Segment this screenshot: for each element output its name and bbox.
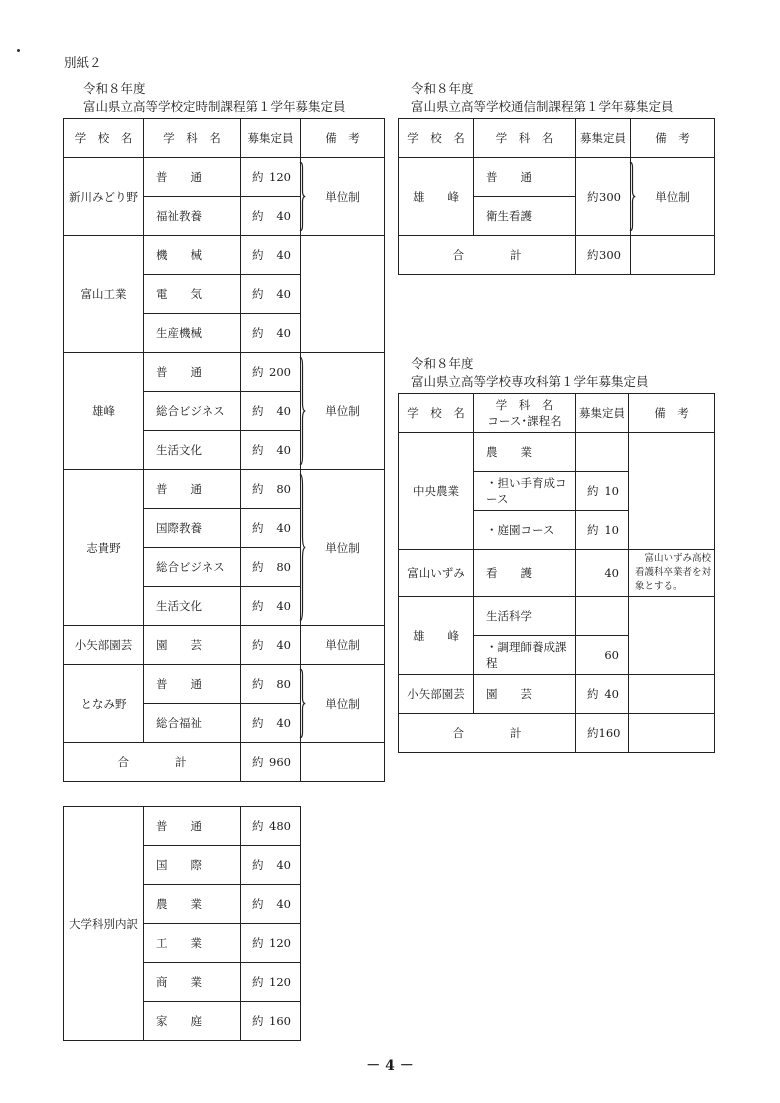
part-time-enrollment-table (63, 118, 385, 782)
count-prefix: 約 (252, 365, 264, 379)
count-prefix: 約 (587, 248, 599, 262)
enrollment-count (576, 597, 629, 636)
table-row (64, 626, 385, 665)
count-box (241, 637, 300, 653)
enrollment-count (241, 470, 301, 509)
enrollment-count (241, 587, 301, 626)
school-name: となみ野 (64, 665, 144, 743)
remark-text: 単位制 (325, 540, 360, 555)
enrollment-count (576, 550, 629, 597)
table3-heading (411, 355, 649, 391)
count-value: 40 (276, 248, 291, 262)
school-name: 小矢部園芸 (64, 626, 144, 665)
count-prefix: 約 (252, 209, 264, 223)
remark-cell (629, 433, 715, 550)
count-box (241, 754, 300, 770)
count-box (241, 935, 300, 951)
count-value: 80 (276, 677, 291, 691)
department-breakdown-table (63, 806, 301, 1041)
remark-text: 単位制 (325, 189, 360, 204)
department-name: 生産機械 (144, 314, 241, 353)
count-value: 40 (276, 638, 291, 652)
department-name: 国 際 (144, 846, 241, 885)
department-name: 農 業 (474, 433, 576, 472)
table2-heading (411, 80, 674, 116)
school-name: 新川みどり野 (64, 158, 144, 236)
remark-cell (301, 665, 385, 743)
total-count (241, 743, 301, 782)
department-name: ・調理師養成課程 (474, 636, 576, 675)
department-name: 生活科学 (474, 597, 576, 636)
total-row (64, 743, 385, 782)
count-prefix: 約 (252, 1014, 264, 1028)
school-name: 富山いずみ (399, 550, 474, 597)
table-row (399, 597, 715, 636)
table3-title: 富山県立高等学校専攻科第１学年募集定員 (411, 374, 649, 389)
enrollment-count (241, 158, 301, 197)
department-name: 家 庭 (144, 1002, 241, 1041)
count-prefix: 約 (252, 326, 264, 340)
school-name: 志貴野 (64, 470, 144, 626)
count-value: 40 (276, 404, 291, 418)
count-box (576, 189, 630, 205)
count-box (241, 481, 300, 497)
table-row (399, 433, 715, 472)
count-prefix: 約 (587, 523, 599, 537)
total-count (576, 714, 629, 753)
department-name: 工 業 (144, 924, 241, 963)
count-prefix: 約 (252, 716, 264, 730)
enrollment-count (576, 158, 631, 236)
count-value: 120 (269, 975, 291, 989)
table1-heading (83, 80, 346, 116)
enrollment-count (241, 1002, 301, 1041)
count-box (576, 725, 628, 741)
count-value: 80 (276, 482, 291, 496)
count-box (576, 247, 630, 263)
column-header: 募集定員 (241, 119, 301, 158)
department-name: 普 通 (144, 353, 241, 392)
count-prefix: 約 (252, 897, 264, 911)
enrollment-count (241, 665, 301, 704)
department-name: 機 械 (144, 236, 241, 275)
column-header: 学 科 名 コース･課程名 (474, 394, 576, 433)
count-value: 10 (604, 523, 619, 537)
count-value: 40 (276, 858, 291, 872)
remark-text: 単位制 (655, 189, 690, 204)
count-box (241, 403, 300, 419)
table-row (64, 353, 385, 392)
header-row (399, 394, 715, 433)
department-name: 普 通 (144, 665, 241, 704)
department-name: 園 芸 (474, 675, 576, 714)
count-prefix: 約 (252, 248, 264, 262)
table-row (399, 675, 715, 714)
count-box (241, 1013, 300, 1029)
remark-cell (629, 550, 715, 597)
count-value: 300 (599, 248, 621, 262)
department-name: ・担い手育成コース (474, 472, 576, 511)
column-header: 募集定員 (576, 394, 629, 433)
department-name: 普 通 (144, 158, 241, 197)
column-header: 備 考 (301, 119, 385, 158)
department-name: 総合ビジネス (144, 548, 241, 587)
remark-cell (301, 353, 385, 470)
count-value: 40 (276, 521, 291, 535)
table1-year: 令和８年度 (83, 81, 146, 96)
total-label: 合 計 (399, 714, 576, 753)
remark-cell (301, 158, 385, 236)
column-header: 備 考 (629, 394, 715, 433)
count-box (241, 598, 300, 614)
count-box (576, 522, 628, 538)
total-label: 合 計 (399, 236, 576, 275)
count-value: 120 (269, 170, 291, 184)
count-box (241, 715, 300, 731)
count-prefix: 約 (587, 189, 599, 204)
enrollment-count (241, 197, 301, 236)
table2-year: 令和８年度 (411, 81, 474, 96)
count-box (241, 442, 300, 458)
department-name: 国際教養 (144, 509, 241, 548)
count-prefix: 約 (252, 404, 264, 418)
column-header: 募集定員 (576, 119, 631, 158)
count-value: 480 (269, 819, 291, 833)
enrollment-count (241, 431, 301, 470)
department-name: 生活文化 (144, 587, 241, 626)
count-box (241, 974, 300, 990)
count-value: 40 (276, 443, 291, 457)
column-header: 学 科 名 (144, 119, 241, 158)
remark-cell (301, 236, 385, 353)
count-value: 40 (604, 687, 619, 701)
enrollment-count (241, 885, 301, 924)
enrollment-count (576, 433, 629, 472)
column-header: 学 校 名 (399, 119, 474, 158)
count-value: 960 (269, 755, 291, 769)
count-box (241, 286, 300, 302)
count-box (576, 565, 628, 581)
school-name: 雄 峰 (399, 597, 474, 675)
table3-year: 令和８年度 (411, 356, 474, 371)
enrollment-count (576, 511, 629, 550)
enrollment-count (241, 807, 301, 846)
department-name: 農 業 (144, 885, 241, 924)
count-value: 40 (604, 566, 619, 580)
count-prefix: 約 (587, 726, 599, 740)
department-name: 電 気 (144, 275, 241, 314)
department-name: 生活文化 (144, 431, 241, 470)
enrollment-count (576, 675, 629, 714)
enrollment-count (241, 963, 301, 1002)
advanced-course-enrollment-table (398, 393, 715, 753)
enrollment-count (241, 548, 301, 587)
count-value: 300 (599, 189, 621, 204)
attachment-label: 別紙２ (64, 55, 102, 70)
count-value: 60 (604, 648, 619, 662)
column-header: 学 科 名 (474, 119, 576, 158)
count-value: 40 (276, 326, 291, 340)
count-value: 40 (276, 287, 291, 301)
remark-cell (629, 675, 715, 714)
enrollment-count (241, 846, 301, 885)
page-number: － 4 － (366, 1058, 414, 1074)
department-name: 看 護 (474, 550, 576, 597)
count-value: 120 (269, 936, 291, 950)
total-label: 合 計 (64, 743, 241, 782)
department-name: 衛生看護 (474, 197, 576, 236)
table-row (399, 550, 715, 597)
count-box (241, 208, 300, 224)
count-prefix: 約 (252, 638, 264, 652)
header-row (399, 119, 715, 158)
department-name: 福祉教養 (144, 197, 241, 236)
count-box (241, 247, 300, 263)
school-name: 小矢部園芸 (399, 675, 474, 714)
count-value: 80 (276, 560, 291, 574)
count-value: 40 (276, 897, 291, 911)
count-value: 160 (598, 726, 621, 740)
department-name: 普 通 (144, 807, 241, 846)
count-box (241, 857, 300, 873)
count-value: 200 (269, 365, 291, 379)
enrollment-count (241, 509, 301, 548)
department-name: 商 業 (144, 963, 241, 1002)
count-box (241, 818, 300, 834)
column-header: 学 校 名 (64, 119, 144, 158)
school-name: 雄 峰 (399, 158, 474, 236)
remark-cell (629, 597, 715, 675)
school-name: 雄峰 (64, 353, 144, 470)
remark-cell (301, 626, 385, 665)
remark-text: 単位制 (325, 696, 360, 711)
total-row (399, 714, 715, 753)
table-row (399, 158, 715, 197)
count-prefix: 約 (252, 819, 264, 833)
count-box (576, 483, 628, 499)
enrollment-count (241, 704, 301, 743)
enrollment-count (241, 392, 301, 431)
enrollment-count (576, 472, 629, 511)
count-prefix: 約 (252, 975, 264, 989)
correspondence-enrollment-table (398, 118, 715, 275)
total-remark (629, 714, 715, 753)
total-remark (631, 236, 715, 275)
remark-text: 富山いずみ高校看護科卒業者を対象とする。 (635, 553, 712, 592)
count-box (576, 647, 628, 663)
enrollment-count (241, 626, 301, 665)
brace-icon (629, 162, 636, 231)
total-count (576, 236, 631, 275)
count-prefix: 約 (252, 287, 264, 301)
school-name: 中央農業 (399, 433, 474, 550)
count-value: 10 (604, 484, 619, 498)
header-row (64, 119, 385, 158)
count-prefix: 約 (252, 170, 264, 184)
remark-text: 単位制 (325, 404, 360, 418)
enrollment-count (241, 924, 301, 963)
school-name: 富山工業 (64, 236, 144, 353)
count-prefix: 約 (587, 687, 599, 701)
count-box (241, 520, 300, 536)
table-row (64, 470, 385, 509)
count-prefix: 約 (252, 482, 264, 496)
count-box (241, 364, 300, 380)
count-prefix: 約 (252, 755, 264, 769)
count-prefix: 約 (252, 599, 264, 613)
department-name: 総合福祉 (144, 704, 241, 743)
enrollment-count (241, 275, 301, 314)
department-name: 普 通 (474, 158, 576, 197)
table-row (64, 158, 385, 197)
column-header: 備 考 (631, 119, 715, 158)
department-name: 総合ビジネス (144, 392, 241, 431)
count-box (241, 559, 300, 575)
count-prefix: 約 (252, 443, 264, 457)
count-prefix: 約 (252, 858, 264, 872)
remark-text: 単位制 (325, 638, 360, 652)
enrollment-count (241, 314, 301, 353)
breakdown-label: 大学科別内訳 (64, 807, 144, 1041)
count-prefix: 約 (252, 936, 264, 950)
count-value: 40 (276, 716, 291, 730)
department-name: 普 通 (144, 470, 241, 509)
count-value: 40 (276, 209, 291, 223)
enrollment-count (241, 353, 301, 392)
table1-title: 富山県立高等学校定時制課程第１学年募集定員 (83, 99, 346, 114)
department-name: 園 芸 (144, 626, 241, 665)
remark-cell (631, 158, 715, 236)
scan-speck (17, 49, 20, 52)
count-prefix: 約 (587, 484, 599, 498)
count-value: 40 (276, 599, 291, 613)
total-remark (301, 743, 385, 782)
count-value: 160 (269, 1014, 291, 1028)
count-box (241, 896, 300, 912)
department-name: ・庭園コース (474, 511, 576, 550)
table-row (64, 807, 301, 846)
count-prefix: 約 (252, 560, 264, 574)
remark-cell (301, 470, 385, 626)
total-row (399, 236, 715, 275)
table2-title: 富山県立高等学校通信制課程第１学年募集定員 (411, 99, 674, 114)
count-box (241, 676, 300, 692)
count-box (241, 325, 300, 341)
enrollment-count (241, 236, 301, 275)
count-box (241, 169, 300, 185)
column-header: 学 校 名 (399, 394, 474, 433)
enrollment-count (576, 636, 629, 675)
count-prefix: 約 (252, 677, 264, 691)
table-row (64, 236, 385, 275)
count-box (576, 686, 628, 702)
count-prefix: 約 (252, 521, 264, 535)
table-row (64, 665, 385, 704)
